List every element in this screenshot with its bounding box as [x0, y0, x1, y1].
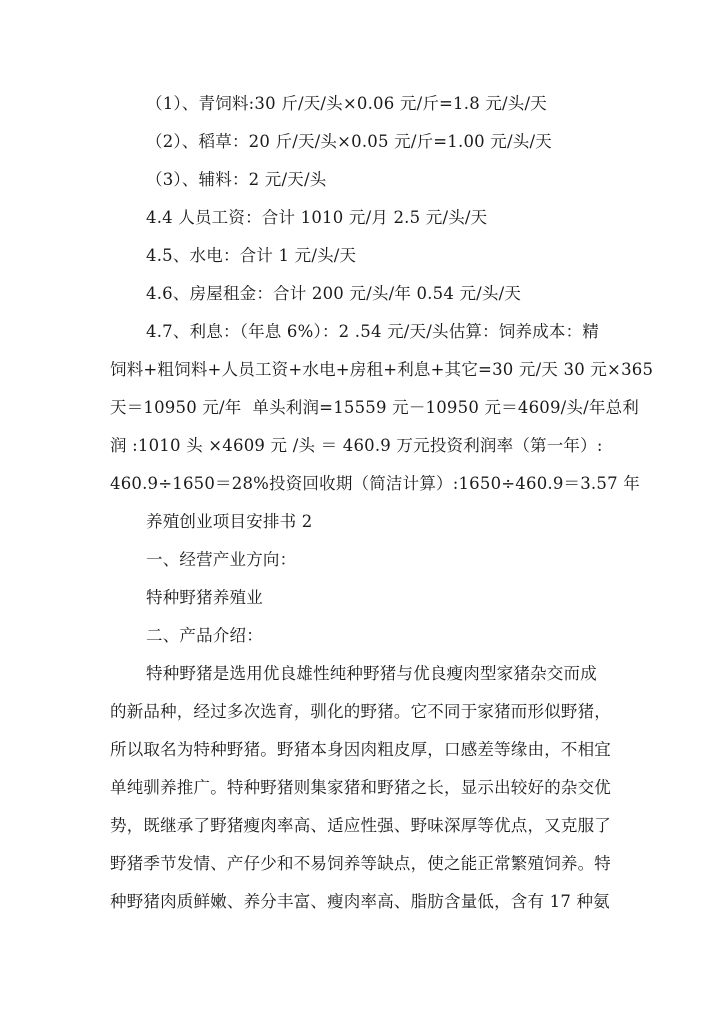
cost-rent: 4.6、房屋租金：合计 200 元/头/年 0.54 元/头/天 — [146, 284, 522, 303]
product-intro-line-2: 的新品种，经过多次选育，驯化的野猪。它不同于家猪而形似野猪， — [110, 702, 611, 721]
cost-interest-line-5: 460.9÷1650＝28%投资回收期（简洁计算）:1650÷460.9＝3.57 年 — [110, 474, 640, 493]
feed-cost-straw: （2）、稻草：20 斤/天/头×0.05 元/斤=1.00 元/头/天 — [146, 132, 552, 151]
product-intro-line-1: 特种野猪是选用优良雄性纯种野猪与优良瘦肉型家猪杂交而成 — [146, 664, 597, 683]
feed-cost-supplement: （3）、辅料：2 元/天/头 — [146, 170, 327, 189]
product-intro-line-7: 种野猪肉质鲜嫩、养分丰富、瘦肉率高、脂肪含量低，含有 17 种氨 — [110, 892, 610, 911]
cost-utilities: 4.5、水电：合计 1 元/头/天 — [146, 246, 357, 265]
cost-staff-wages: 4.4 人员工资：合计 1010 元/月 2.5 元/头/天 — [146, 208, 488, 227]
cost-interest-line-1: 4.7、利息：（年息 6%）：2 .54 元/天/头估算：饲养成本：精 — [146, 322, 600, 341]
section-title: 养殖创业项目安排书 2 — [146, 512, 313, 531]
business-direction-text: 特种野猪养殖业 — [146, 588, 263, 607]
heading-product-intro: 二、产品介绍： — [146, 626, 263, 645]
product-intro-line-4: 单纯驯养推广。特种野猪则集家猪和野猪之长，显示出较好的杂交优 — [110, 778, 611, 797]
cost-interest-line-3: 天＝10950 元/年 单头利润=15559 元－10950 元＝4609/头/年总利 — [110, 398, 639, 417]
feed-cost-green-fodder: （1）、青饲料:30 斤/天/头×0.06 元/斤=1.8 元/头/天 — [146, 94, 547, 113]
cost-interest-line-4: 润 :1010 头 ×4609 元 /头 ＝ 460.9 万元投资利润率（第一年）: — [110, 436, 603, 455]
cost-interest-line-2: 饲料+粗饲料+人员工资+水电+房租+利息+其它=30 元/天 30 元×365 — [110, 360, 654, 379]
product-intro-line-5: 势，既继承了野猪瘦肉率高、适应性强、野味深厚等优点，又克服了 — [110, 816, 611, 835]
product-intro-line-3: 所以取名为特种野猪。野猪本身因肉粗皮厚，口感差等缘由，不相宜 — [110, 740, 611, 759]
heading-business-direction: 一、经营产业方向： — [146, 550, 297, 569]
product-intro-line-6: 野猪季节发情、产仔少和不易饲养等缺点，使之能正常繁殖饲养。特 — [110, 854, 611, 873]
